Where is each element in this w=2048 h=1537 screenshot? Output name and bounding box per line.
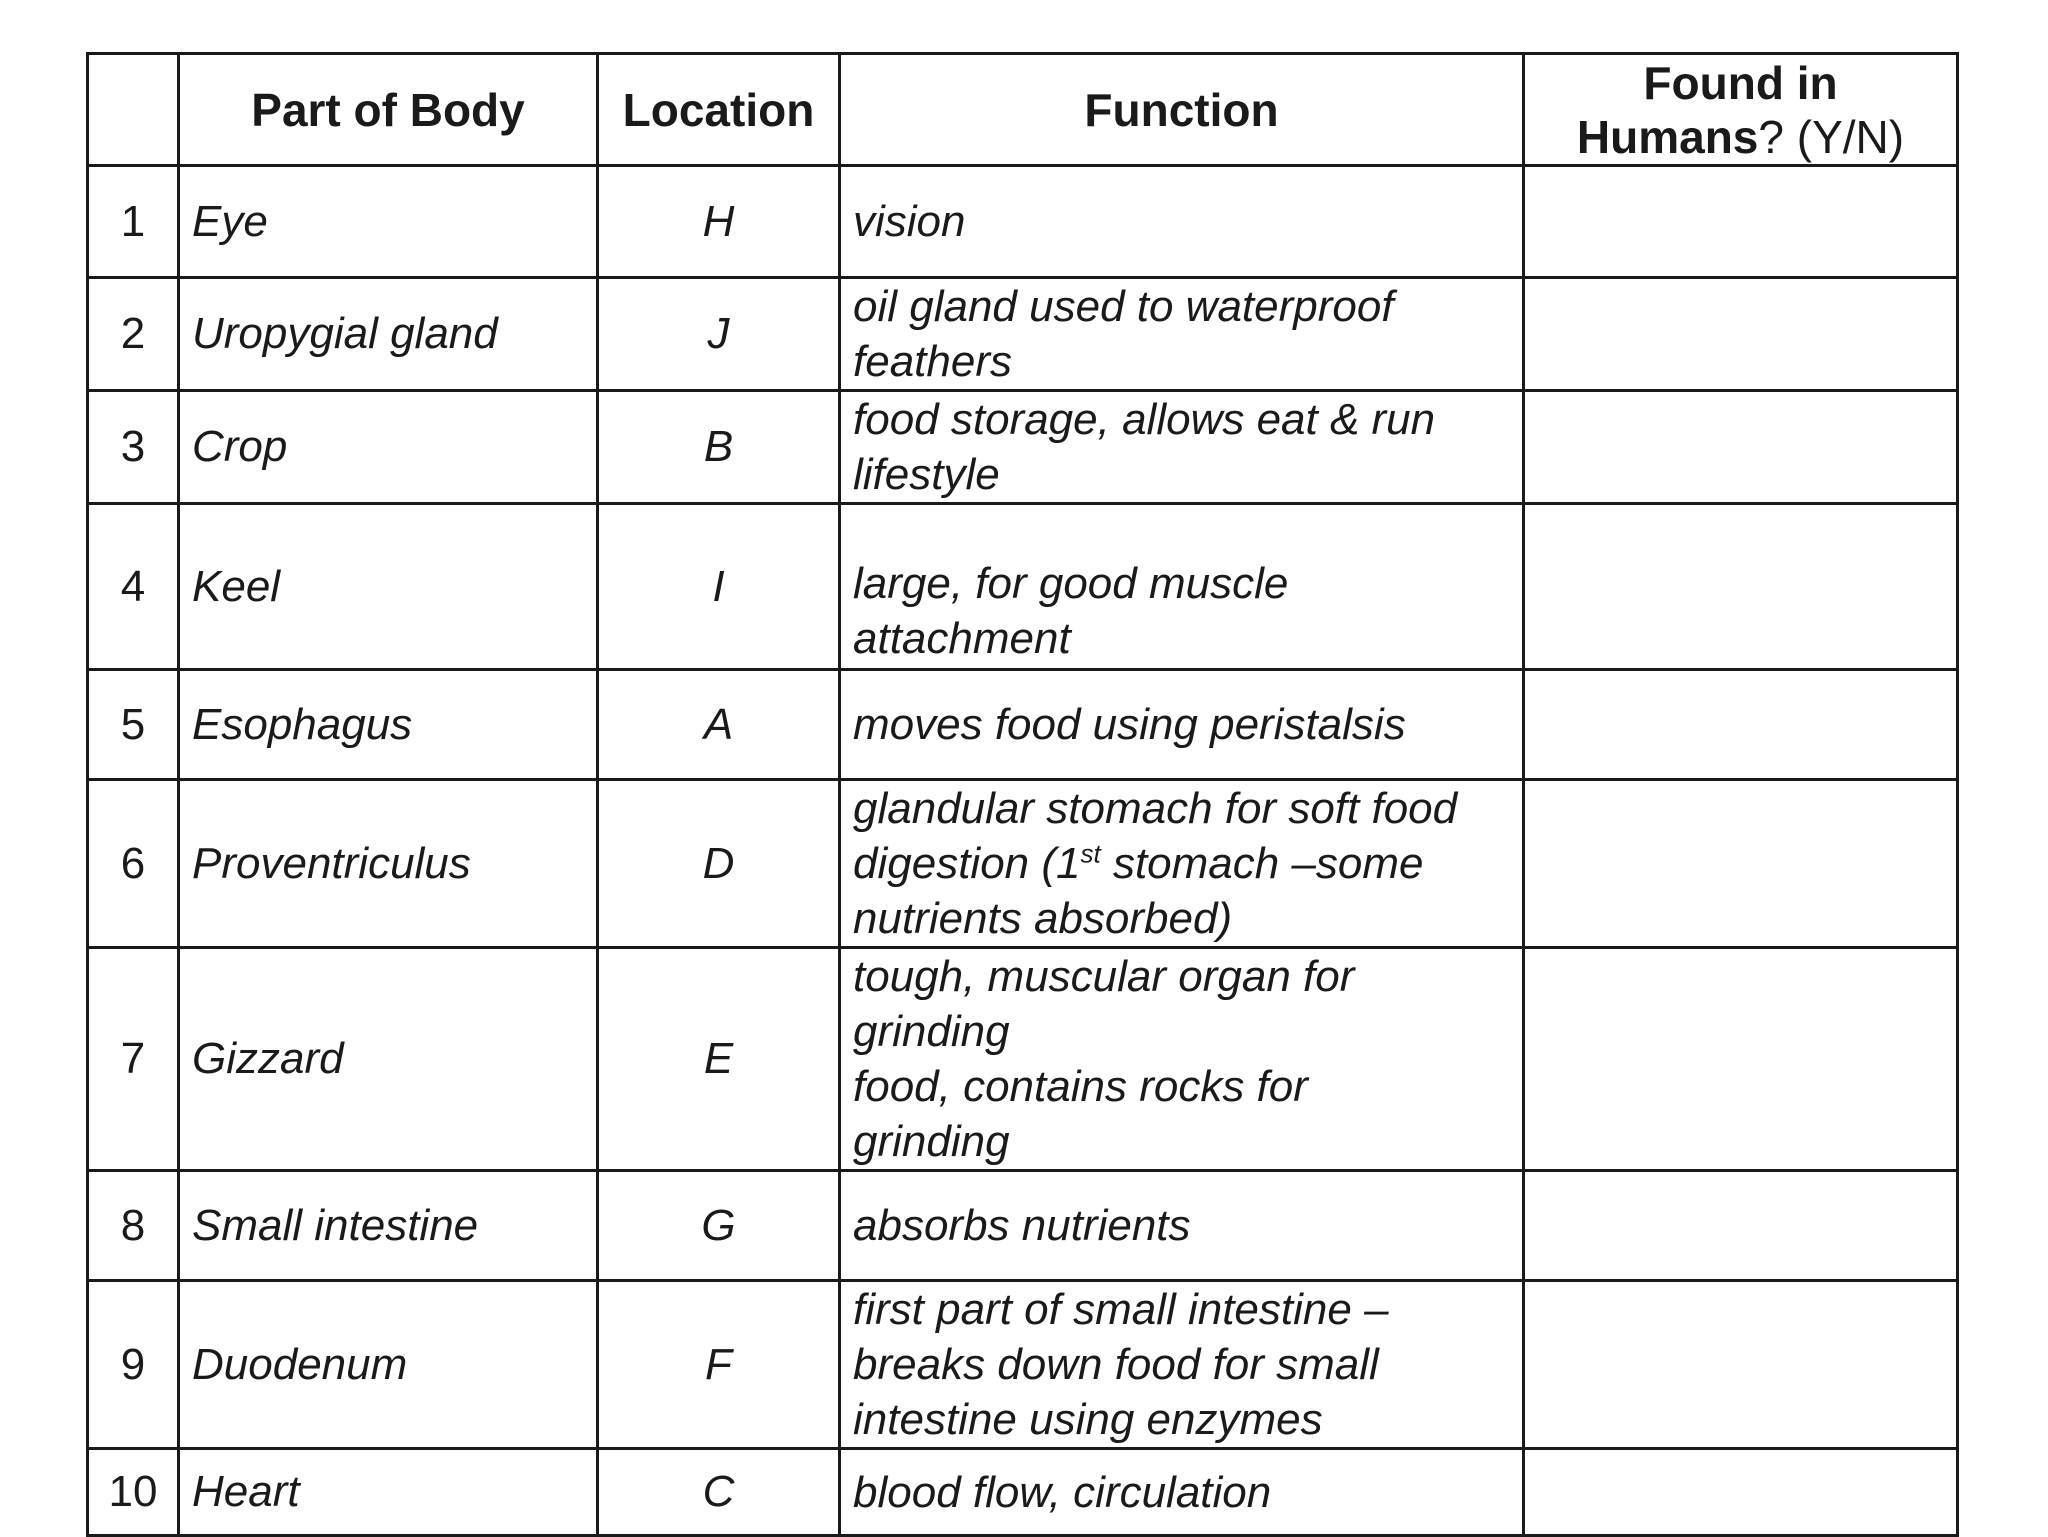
table-row — [88, 948, 1958, 1171]
function-text: vision — [840, 166, 1524, 278]
worksheet — [86, 52, 1959, 1537]
location-letter: B — [598, 391, 840, 504]
row-number: 9 — [88, 1281, 179, 1449]
row-number: 7 — [88, 948, 179, 1171]
header-found-humans: Humans — [1576, 110, 1759, 163]
found-in-humans-cell[interactable] — [1524, 1281, 1958, 1449]
function-text — [840, 780, 1524, 948]
header-number — [88, 54, 179, 166]
part-of-body: Duodenum — [179, 1281, 598, 1449]
header-function: Function — [840, 54, 1524, 166]
bird-anatomy-table — [86, 52, 1959, 1537]
found-in-humans-cell[interactable] — [1524, 1449, 1958, 1536]
location-letter: H — [598, 166, 840, 278]
location-letter: I — [598, 504, 840, 670]
function-text: moves food using peristalsis — [840, 670, 1524, 780]
location-letter: D — [598, 780, 840, 948]
part-of-body: Esophagus — [179, 670, 598, 780]
location-letter: C — [598, 1449, 840, 1536]
table-row — [88, 1281, 1958, 1449]
row-number: 4 — [88, 504, 179, 670]
row-number: 1 — [88, 166, 179, 278]
table-row — [88, 1449, 1958, 1536]
header-found-line1: Found in — [1643, 56, 1838, 109]
part-of-body: Proventriculus — [179, 780, 598, 948]
ordinal-superscript: st — [1080, 838, 1101, 869]
header-location: Location — [598, 54, 840, 166]
header-found-yn: ? (Y/N) — [1758, 110, 1905, 163]
table-row — [88, 391, 1958, 504]
part-of-body: Eye — [179, 166, 598, 278]
function-text: large, for good muscle attachment — [840, 504, 1524, 670]
part-of-body: Gizzard — [179, 948, 598, 1171]
part-of-body: Keel — [179, 504, 598, 670]
table-row — [88, 670, 1958, 780]
function-text-part2: stomach –some nutrients absorbed) — [853, 839, 1424, 943]
found-in-humans-cell[interactable] — [1524, 166, 1958, 278]
row-number: 5 — [88, 670, 179, 780]
location-letter: A — [598, 670, 840, 780]
location-letter: G — [598, 1171, 840, 1281]
function-text: oil gland used to waterproof feathers — [840, 278, 1524, 391]
header-row — [88, 54, 1958, 166]
location-letter: E — [598, 948, 840, 1171]
function-text: food storage, allows eat & run lifestyle — [840, 391, 1524, 504]
part-of-body: Crop — [179, 391, 598, 504]
table-row — [88, 278, 1958, 391]
found-in-humans-cell[interactable] — [1524, 504, 1958, 670]
function-text: tough, muscular organ for grinding food, contains rocks for grinding — [840, 948, 1524, 1171]
found-in-humans-cell[interactable] — [1524, 948, 1958, 1171]
function-text-part1: glandular stomach for soft food digestion (1 — [853, 784, 1458, 888]
found-in-humans-cell[interactable] — [1524, 278, 1958, 391]
row-number: 3 — [88, 391, 179, 504]
part-of-body: Uropygial gland — [179, 278, 598, 391]
found-in-humans-cell[interactable] — [1524, 780, 1958, 948]
found-in-humans-cell[interactable] — [1524, 670, 1958, 780]
function-text: absorbs nutrients — [840, 1171, 1524, 1281]
table-row — [88, 504, 1958, 670]
row-number: 6 — [88, 780, 179, 948]
table-row — [88, 166, 1958, 278]
function-text: first part of small intestine – breaks down food for small intestine using enzymes — [840, 1281, 1524, 1449]
part-of-body: Small intestine — [179, 1171, 598, 1281]
header-found-in-humans — [1524, 54, 1958, 166]
table-row — [88, 780, 1958, 948]
header-part-of-body: Part of Body — [179, 54, 598, 166]
found-in-humans-cell[interactable] — [1524, 1171, 1958, 1281]
found-in-humans-cell[interactable] — [1524, 391, 1958, 504]
row-number: 8 — [88, 1171, 179, 1281]
row-number: 10 — [88, 1449, 179, 1536]
function-text: blood flow, circulation — [840, 1449, 1524, 1536]
row-number: 2 — [88, 278, 179, 391]
location-letter: F — [598, 1281, 840, 1449]
part-of-body: Heart — [179, 1449, 598, 1536]
table-row — [88, 1171, 1958, 1281]
location-letter: J — [598, 278, 840, 391]
